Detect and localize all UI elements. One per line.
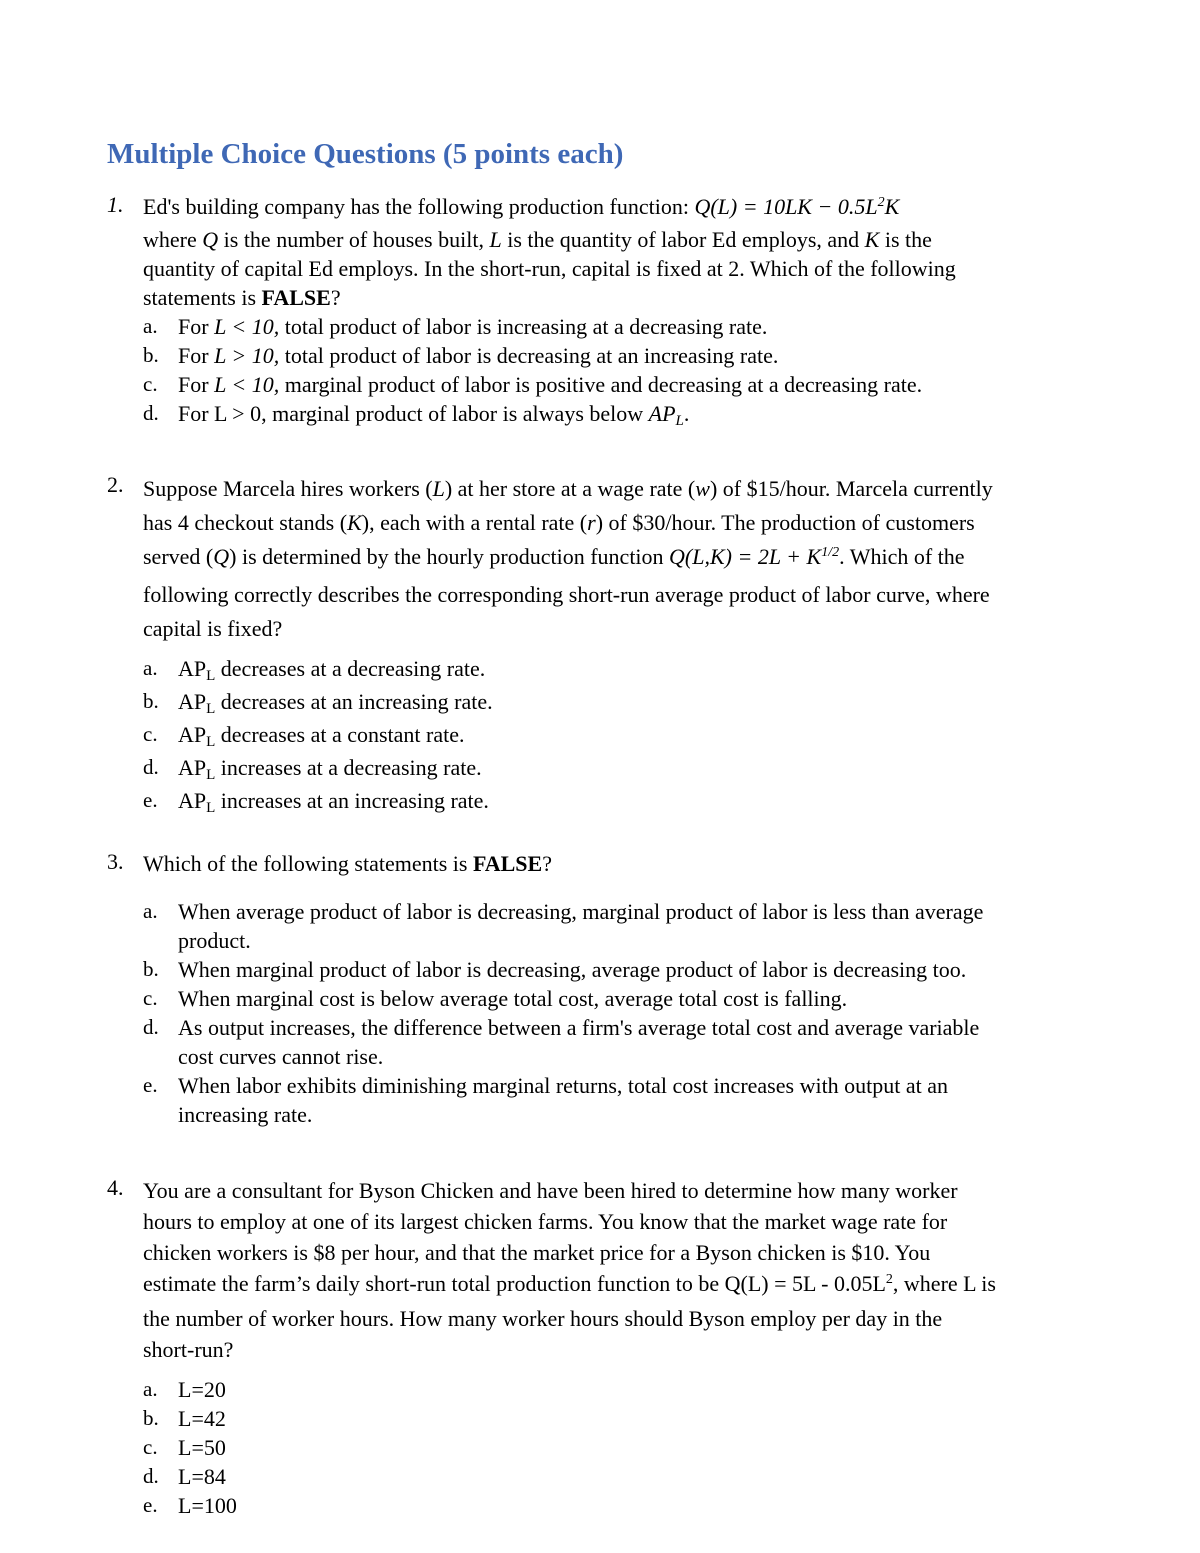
question-prompt: You are a consultant for Byson Chicken and have been hired to determine how many worker hours to employ at one of its largest chicken farms. You know that the market wage rate for chicken workers is $8 per hour, and that the market price for a Byson chicken is $10. You estimate the farm’s daily short-run total production function to be $Q(L) = 5L - 0.05L^2$, where L is the number of worker hours. How many worker hours should Byson employ per day in the short-run? (143, 1178, 996, 1362)
answer-option (143, 984, 1107, 1013)
option-text: When marginal cost is below average total cost, average total cost is falling. (178, 986, 848, 1011)
option-letter: d. (143, 755, 159, 779)
question-body (143, 192, 1107, 432)
answer-option (143, 312, 1107, 341)
answer-option (143, 1013, 1107, 1071)
answer-option (143, 753, 1107, 786)
question-list (107, 192, 1107, 1520)
answer-option (143, 897, 1107, 955)
question-body (143, 1175, 1107, 1520)
answer-options (143, 654, 1107, 819)
question-number: 2. (107, 472, 124, 497)
option-letter: a. (143, 899, 158, 923)
question-number: 4. (107, 1175, 124, 1200)
option-text: As output increases, the difference between a firm's average total cost and average variable cost curves cannot rise. (178, 1015, 980, 1069)
option-letter: c. (143, 1435, 158, 1459)
option-letter: c. (143, 986, 158, 1010)
option-letter: b. (143, 1406, 159, 1430)
question-prompt: Suppose Marcela hires workers (L) at her store at a wage rate (w) of $15/hour. Marcela currently has 4 checkout stands (K), each with a rental rate (r) of $30/hour. The production of customers served (Q) is determined by the hourly production function $Q(L,K) = 2L + K^{1/2}$. Which of the following correctly describes the corresponding short-run average product of labor curve, where capital is fixed? (143, 476, 993, 641)
answer-option (143, 687, 1107, 720)
answer-option (143, 720, 1107, 753)
answer-option (143, 1462, 1107, 1491)
option-text: APL increases at an increasing rate. (178, 788, 489, 816)
option-text: L=50 (178, 1435, 226, 1460)
question-body (143, 849, 1107, 1129)
option-letter: a. (143, 656, 158, 680)
question-prompt: Ed's building company has the following production function: $Q(L) = 10LK - 0.5L^2K$ where Q is the number of houses built, L is the quantity of labor Ed employs, and K is the quantity of capital Ed employs. In the short-run, capital is fixed at 2. Which of the following statements is FALSE? (143, 194, 956, 310)
question-body (143, 472, 1107, 819)
option-text: L=42 (178, 1406, 226, 1431)
answer-options (143, 1375, 1107, 1520)
answer-option (143, 654, 1107, 687)
option-text: When marginal product of labor is decreasing, average product of labor is decreasing too. (178, 957, 967, 982)
option-text: L=84 (178, 1464, 226, 1489)
option-text: APL decreases at an increasing rate. (178, 689, 493, 717)
option-text: For L < 10, total product of labor is increasing at a decreasing rate. (178, 314, 768, 339)
option-text: For L > 10, total product of labor is decreasing at an increasing rate. (178, 343, 779, 368)
question-item (107, 472, 1107, 819)
option-text: APL decreases at a constant rate. (178, 722, 465, 750)
answer-option (143, 1071, 1107, 1129)
answer-option (143, 1491, 1107, 1520)
option-letter: a. (143, 314, 158, 338)
answer-option (143, 1404, 1107, 1433)
question-prompt: Which of the following statements is FALSE? (143, 851, 552, 876)
option-letter: a. (143, 1377, 158, 1401)
answer-option (143, 341, 1107, 370)
option-letter: b. (143, 957, 159, 981)
page-title: Multiple Choice Questions (5 points each) (107, 138, 624, 170)
option-text: L=20 (178, 1377, 226, 1402)
option-letter: d. (143, 401, 159, 425)
option-letter: d. (143, 1015, 159, 1039)
option-letter: c. (143, 722, 158, 746)
question-number: 1. (107, 192, 124, 217)
option-text: When labor exhibits diminishing marginal returns, total cost increases with output at an increasing rate. (178, 1073, 949, 1127)
answer-options (143, 312, 1107, 432)
option-letter: c. (143, 372, 158, 396)
option-letter: b. (143, 343, 159, 367)
option-text: APL increases at a decreasing rate. (178, 755, 482, 783)
option-text: L=100 (178, 1493, 237, 1518)
question-item (107, 1175, 1107, 1520)
option-letter: e. (143, 1073, 158, 1097)
option-text: When average product of labor is decreasing, marginal product of labor is less than average product. (178, 899, 984, 953)
answer-option (143, 1375, 1107, 1404)
option-letter: e. (143, 1493, 158, 1517)
option-letter: e. (143, 788, 158, 812)
answer-option (143, 399, 1107, 432)
option-text: APL decreases at a decreasing rate. (178, 656, 486, 684)
question-item (107, 192, 1107, 432)
answer-option (143, 1433, 1107, 1462)
answer-option (143, 370, 1107, 399)
answer-options (143, 897, 1107, 1129)
option-letter: b. (143, 689, 159, 713)
answer-option (143, 955, 1107, 984)
option-text: For L > 0, marginal product of labor is always below APL. (178, 401, 690, 429)
question-number: 3. (107, 849, 124, 874)
option-text: For L < 10, marginal product of labor is positive and decreasing at a decreasing rate. (178, 372, 923, 397)
answer-option (143, 786, 1107, 819)
document-content (107, 0, 1107, 1520)
question-item (107, 849, 1107, 1129)
option-letter: d. (143, 1464, 159, 1488)
